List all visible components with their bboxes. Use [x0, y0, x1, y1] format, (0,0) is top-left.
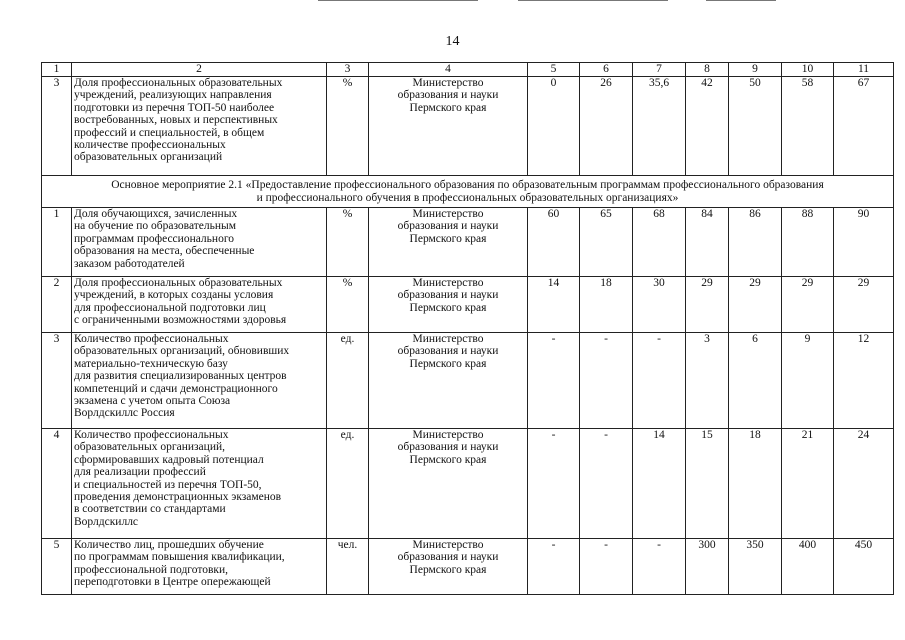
indicator-name-line: Доля профессиональных образовательных [74, 77, 283, 89]
responsible-executor-line: Министерство [412, 539, 484, 551]
value-cell: 400 [782, 539, 834, 595]
main-activity-heading-row [42, 176, 894, 208]
responsible-executor-line: Пермского края [409, 453, 487, 466]
column-number-cell: 1 [42, 63, 72, 77]
responsible-executor [369, 539, 528, 595]
value-cell: 29 [782, 277, 834, 333]
responsible-executor-line: образования и науки [397, 220, 499, 233]
column-number-cell: 7 [633, 63, 686, 77]
indicator-name-line: материально-техническую базу [74, 357, 228, 370]
row-number: 5 [42, 539, 72, 595]
value-cell: 18 [580, 277, 633, 333]
value-cell: 9 [782, 333, 834, 429]
indicator-name [72, 277, 327, 333]
indicator-row [42, 77, 894, 176]
indicator-name-line: профессий и специальностей, в общем [74, 126, 265, 139]
responsible-executor [369, 77, 528, 176]
responsible-executor-line: образования и науки [397, 89, 499, 102]
indicator-row [42, 208, 894, 277]
main-activity-heading-line: Основное мероприятие 2.1 «Предоставление профессионального образования по образовательным программам профессионального образования [111, 178, 824, 191]
indicator-name [72, 429, 327, 539]
indicator-name-line: Количество профессиональных [74, 333, 229, 345]
indicator-row [42, 539, 894, 595]
indicator-name-line: Ворлдскиллс [74, 515, 139, 528]
value-cell: 86 [729, 208, 782, 277]
indicator-name-line: количестве профессиональных [74, 139, 226, 152]
responsible-executor-line: Министерство [412, 208, 484, 220]
indicator-name-line: на обучение по образовательным [74, 220, 237, 233]
indicator-name-line: образования на места, обеспеченные [74, 245, 255, 258]
value-cell: - [528, 333, 580, 429]
value-cell: 35,6 [633, 77, 686, 176]
value-cell: 450 [834, 539, 894, 595]
indicator-name [72, 77, 327, 176]
responsible-executor-line: Министерство [412, 277, 484, 289]
value-cell: 60 [528, 208, 580, 277]
main-activity-heading [42, 176, 894, 208]
indicator-name-line: программам профессионального [74, 232, 234, 245]
indicator-name-line: Количество профессиональных [74, 429, 229, 441]
unit-cell: % [327, 77, 369, 176]
value-cell: 29 [834, 277, 894, 333]
value-cell: - [633, 539, 686, 595]
indicator-name-line: образовательных организаций, [74, 441, 225, 454]
row-number: 4 [42, 429, 72, 539]
value-cell: 18 [729, 429, 782, 539]
value-cell: 14 [633, 429, 686, 539]
unit-cell: % [327, 277, 369, 333]
responsible-executor-line: Пермского края [409, 232, 487, 245]
indicator-name-line: переподготовки в Центре опережающей [74, 576, 271, 589]
main-activity-heading-line: и профессионального обучения в профессиональных образовательных организациях» [256, 191, 679, 204]
responsible-executor-line: образования и науки [397, 551, 499, 564]
value-cell: - [528, 539, 580, 595]
unit-cell: ед. [327, 333, 369, 429]
value-cell: 29 [686, 277, 729, 333]
unit-cell: чел. [327, 539, 369, 595]
top-edge-line [518, 0, 668, 1]
indicator-name [72, 539, 327, 595]
responsible-executor [369, 333, 528, 429]
indicator-name-line: Количество лиц, прошедших обучение [74, 539, 264, 551]
responsible-executor-line: Министерство [412, 333, 484, 345]
indicator-name-line: и специальностей из перечня ТОП-50, [74, 478, 262, 491]
value-cell: 58 [782, 77, 834, 176]
value-cell: 67 [834, 77, 894, 176]
indicator-name-line: компетенций и сдачи демонстрационного [74, 382, 278, 395]
value-cell: 21 [782, 429, 834, 539]
indicator-name-line: Доля обучающихся, зачисленных [74, 208, 238, 220]
indicator-row [42, 277, 894, 333]
responsible-executor-line: Пермского края [409, 357, 487, 370]
value-cell: 350 [729, 539, 782, 595]
responsible-executor-line: образования и науки [397, 441, 499, 454]
responsible-executor-line: Министерство [412, 429, 484, 441]
indicator-name-line: профессиональной подготовки, [74, 563, 229, 576]
column-number-cell: 3 [327, 63, 369, 77]
indicator-name-line: востребованных, новых и перспективных [74, 114, 278, 127]
value-cell: 88 [782, 208, 834, 277]
value-cell: 12 [834, 333, 894, 429]
responsible-executor [369, 277, 528, 333]
row-number: 3 [42, 77, 72, 176]
responsible-executor-line: образования и науки [397, 345, 499, 358]
value-cell: 0 [528, 77, 580, 176]
indicator-row [42, 333, 894, 429]
value-cell: 29 [729, 277, 782, 333]
value-cell: 300 [686, 539, 729, 595]
value-cell: 24 [834, 429, 894, 539]
row-number: 3 [42, 333, 72, 429]
value-cell: 68 [633, 208, 686, 277]
column-number-cell: 2 [72, 63, 327, 77]
value-cell: 65 [580, 208, 633, 277]
column-number-cell: 4 [369, 63, 528, 77]
indicator-name-line: экзамена с учетом опыта Союза [74, 395, 231, 408]
column-number-cell: 11 [834, 63, 894, 77]
indicator-name-line: сформировавших кадровый потенциал [74, 453, 264, 466]
value-cell: 84 [686, 208, 729, 277]
column-number-cell: 8 [686, 63, 729, 77]
indicator-name-line: для развития специализированных центров [74, 370, 287, 383]
unit-cell: ед. [327, 429, 369, 539]
value-cell: - [580, 539, 633, 595]
top-edge-line [318, 0, 478, 1]
page-number: 14 [445, 34, 460, 49]
indicator-name-line: образовательных организаций, обновивших [74, 345, 290, 358]
value-cell: 90 [834, 208, 894, 277]
column-number-cell: 6 [580, 63, 633, 77]
indicator-name-line: в соответствии со стандартами [74, 503, 226, 516]
indicator-name-line: с ограниченными возможностями здоровья [74, 314, 287, 327]
column-number-cell: 9 [729, 63, 782, 77]
value-cell: - [528, 429, 580, 539]
column-number-row [42, 63, 894, 77]
top-edge-line [706, 0, 776, 1]
indicators-table [41, 62, 894, 595]
table-body [42, 63, 894, 595]
value-cell: 30 [633, 277, 686, 333]
indicator-name-line: учреждений, в которых созданы условия [74, 289, 274, 302]
responsible-executor [369, 429, 528, 539]
indicator-name-line: Доля профессиональных образовательных [74, 277, 283, 289]
column-number-cell: 5 [528, 63, 580, 77]
unit-cell: % [327, 208, 369, 277]
value-cell: 26 [580, 77, 633, 176]
indicator-row [42, 429, 894, 539]
indicator-name-line: для реализации профессий [74, 466, 206, 479]
responsible-executor-line: Пермского края [409, 101, 487, 114]
value-cell: 6 [729, 333, 782, 429]
responsible-executor [369, 208, 528, 277]
value-cell: 14 [528, 277, 580, 333]
responsible-executor-line: Пермского края [409, 301, 487, 314]
value-cell: 3 [686, 333, 729, 429]
value-cell: 15 [686, 429, 729, 539]
value-cell: - [580, 333, 633, 429]
value-cell: 50 [729, 77, 782, 176]
indicator-name-line: Ворлдскиллс Россия [74, 407, 175, 420]
indicator-name [72, 333, 327, 429]
indicator-name [72, 208, 327, 277]
indicator-name-line: учреждений, реализующих направления [74, 89, 272, 102]
value-cell: 42 [686, 77, 729, 176]
value-cell: - [633, 333, 686, 429]
indicator-name-line: образовательных организаций [74, 151, 223, 164]
indicator-name-line: проведения демонстрационных экзаменов [74, 491, 282, 504]
row-number: 1 [42, 208, 72, 277]
indicator-name-line: для профессиональной подготовки лиц [74, 301, 266, 314]
column-number-cell: 10 [782, 63, 834, 77]
responsible-executor-line: Министерство [412, 77, 484, 89]
value-cell: - [580, 429, 633, 539]
row-number: 2 [42, 277, 72, 333]
indicator-name-line: подготовки из перечня ТОП-50 наиболее [74, 101, 275, 114]
indicator-name-line: заказом работодателей [74, 257, 185, 270]
responsible-executor-line: образования и науки [397, 289, 499, 302]
responsible-executor-line: Пермского края [409, 563, 487, 576]
indicator-name-line: по программам повышения квалификации, [74, 551, 285, 564]
